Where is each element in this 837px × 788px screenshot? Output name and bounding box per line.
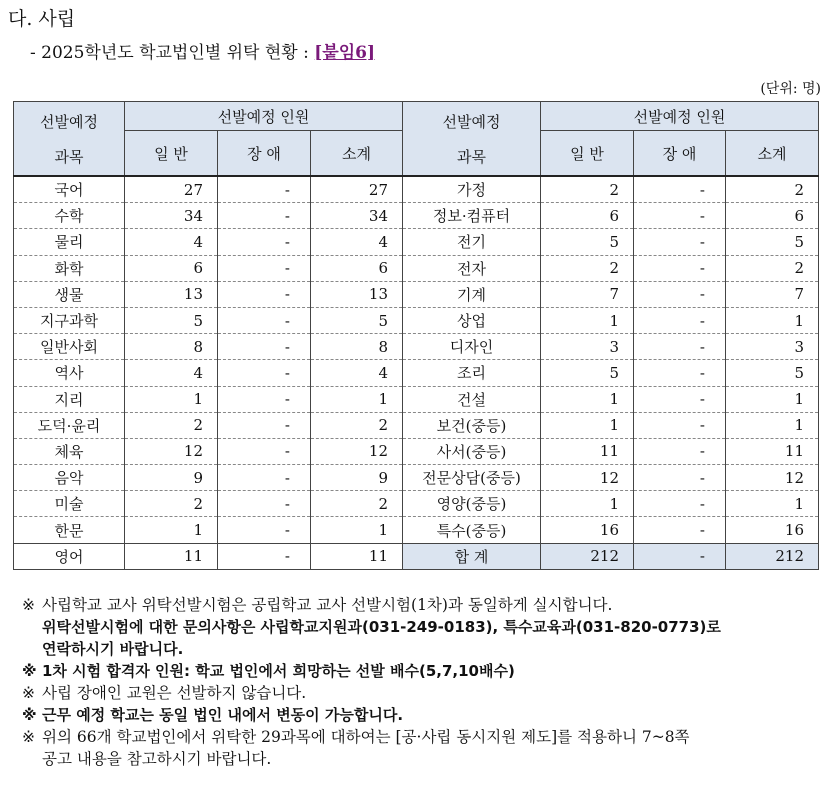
subject-cell: 화학 [14, 255, 125, 281]
subject-cell: 생물 [14, 281, 125, 307]
subtotal-cell: 9 [311, 465, 403, 491]
subject-cell: 국어 [14, 176, 125, 203]
subtotal-cell: 6 [311, 255, 403, 281]
disabled-cell: - [218, 334, 311, 360]
disabled-cell: - [218, 255, 311, 281]
table-row [14, 307, 819, 333]
notes-section [22, 594, 822, 770]
subtotal-cell: 3 [726, 334, 819, 360]
note-item [22, 594, 822, 660]
note-item [22, 726, 822, 770]
total-subtotal-cell: 212 [726, 543, 819, 569]
disabled-cell: - [634, 176, 726, 203]
subject-cell: 사서(중등) [403, 438, 541, 464]
general-cell: 5 [541, 229, 634, 255]
general-cell: 1 [541, 307, 634, 333]
table-row [14, 360, 819, 386]
subtotal-cell: 11 [311, 543, 403, 569]
section-heading: 다. 사립 [8, 8, 76, 30]
general-cell: 1 [541, 386, 634, 412]
table-row [14, 255, 819, 281]
subtotal-cell: 1 [726, 386, 819, 412]
disabled-cell: - [634, 281, 726, 307]
subtotal-cell: 16 [726, 517, 819, 543]
subtotal-cell: 5 [726, 360, 819, 386]
table-row [14, 229, 819, 255]
note-text: 위의 66개 학교법인에서 위탁한 29과목에 대하여는 [공·사립 동시지원 제도]를 적용하니 7~8쪽 [42, 728, 690, 746]
table-row [14, 203, 819, 229]
general-cell: 11 [125, 543, 218, 569]
table-row [14, 491, 819, 517]
note-text: 위탁선발시험에 대한 문의사항은 사립학교지원과(031-249-0183), 특수교육과(031-820-0773)로 [42, 618, 721, 636]
subtotal-cell: 11 [726, 438, 819, 464]
subject-cell: 지구과학 [14, 307, 125, 333]
note-item [22, 704, 822, 726]
subtotal-cell: 1 [726, 491, 819, 517]
table-row [14, 176, 819, 203]
header-group-right: 선발예정 인원 [541, 102, 819, 131]
header-general: 일 반 [541, 131, 634, 177]
subject-cell: 전기 [403, 229, 541, 255]
header-subject-left [14, 102, 125, 177]
subtotal-cell: 1 [726, 412, 819, 438]
subtotal-cell: 2 [311, 412, 403, 438]
unit-label: (단위: 명) [760, 81, 821, 97]
subject-cell: 물리 [14, 229, 125, 255]
table-row [14, 386, 819, 412]
subtotal-cell: 5 [311, 307, 403, 333]
header-general: 일 반 [125, 131, 218, 177]
header-subtotal: 소계 [311, 131, 403, 177]
subtotal-cell: 5 [726, 229, 819, 255]
table-row [14, 438, 819, 464]
header-subtotal: 소계 [726, 131, 819, 177]
note-text: 사립 장애인 교원은 선발하지 않습니다. [42, 684, 307, 702]
subject-cell: 정보·컴퓨터 [403, 203, 541, 229]
subject-cell: 전자 [403, 255, 541, 281]
general-cell: 2 [125, 491, 218, 517]
table-row [14, 543, 819, 569]
disabled-cell: - [634, 438, 726, 464]
disabled-cell: - [218, 360, 311, 386]
total-disabled-cell: - [634, 543, 726, 569]
note-mark: ※ [22, 706, 37, 724]
subtotal-cell: 2 [726, 255, 819, 281]
subject-cell: 한문 [14, 517, 125, 543]
table-row [14, 517, 819, 543]
general-cell: 6 [125, 255, 218, 281]
general-cell: 1 [541, 412, 634, 438]
general-cell: 5 [125, 307, 218, 333]
general-cell: 7 [541, 281, 634, 307]
general-cell: 2 [541, 255, 634, 281]
disabled-cell: - [218, 176, 311, 203]
header-subject-sublabel: 과목 [457, 147, 486, 166]
note-text: 근무 예정 학교는 동일 법인 내에서 변동이 가능합니다. [42, 706, 404, 724]
note-item [22, 660, 822, 682]
general-cell: 12 [541, 465, 634, 491]
subject-cell: 전문상담(중등) [403, 465, 541, 491]
header-subject-label: 선발예정 [442, 112, 501, 131]
general-cell: 3 [541, 334, 634, 360]
disabled-cell: - [218, 517, 311, 543]
note-mark: ※ [22, 728, 35, 746]
disabled-cell: - [634, 334, 726, 360]
subject-cell: 디자인 [403, 334, 541, 360]
header-subject-right [403, 102, 541, 177]
subject-cell: 도덕·윤리 [14, 412, 125, 438]
subject-cell: 특수(중등) [403, 517, 541, 543]
disabled-cell: - [634, 386, 726, 412]
subject-cell: 상업 [403, 307, 541, 333]
subtotal-cell: 34 [311, 203, 403, 229]
general-cell: 9 [125, 465, 218, 491]
general-cell: 4 [125, 360, 218, 386]
table-row [14, 281, 819, 307]
disabled-cell: - [218, 203, 311, 229]
table-body [14, 176, 819, 569]
disabled-cell: - [634, 307, 726, 333]
total-general-cell: 212 [541, 543, 634, 569]
disabled-cell: - [634, 229, 726, 255]
total-label-cell: 합 계 [403, 543, 541, 569]
header-disabled: 장 애 [218, 131, 311, 177]
note-text: 사립학교 교사 위탁선발시험은 공립학교 교사 선발시험(1차)과 동일하게 실시합니다. [42, 596, 613, 614]
subject-cell: 미술 [14, 491, 125, 517]
subject-cell: 지리 [14, 386, 125, 412]
general-cell: 8 [125, 334, 218, 360]
consignment-table [13, 101, 819, 570]
subtotal-cell: 7 [726, 281, 819, 307]
note-item [22, 682, 822, 704]
general-cell: 5 [541, 360, 634, 386]
header-subject-sublabel: 과목 [54, 147, 84, 166]
subtotal-cell: 1 [726, 307, 819, 333]
subtotal-cell: 13 [311, 281, 403, 307]
note-text: 1차 시험 합격자 인원: 학교 법인에서 희망하는 선발 배수(5,7,10배수) [42, 662, 515, 680]
general-cell: 1 [125, 517, 218, 543]
disabled-cell: - [634, 203, 726, 229]
subtotal-cell: 12 [726, 465, 819, 491]
header-subject-label: 선발예정 [40, 112, 98, 131]
subtotal-cell: 1 [311, 386, 403, 412]
disabled-cell: - [218, 491, 311, 517]
disabled-cell: - [634, 491, 726, 517]
disabled-cell: - [218, 465, 311, 491]
subject-cell: 가정 [403, 176, 541, 203]
subheading-text: - 2025학년도 학교법인별 위탁 현황 : [30, 43, 315, 63]
subtotal-cell: 8 [311, 334, 403, 360]
disabled-cell: - [634, 255, 726, 281]
header-group-left: 선발예정 인원 [125, 102, 403, 131]
general-cell: 4 [125, 229, 218, 255]
general-cell: 12 [125, 438, 218, 464]
note-text: 공고 내용을 참고하시기 바랍니다. [42, 750, 272, 768]
disabled-cell: - [218, 229, 311, 255]
disabled-cell: - [218, 307, 311, 333]
disabled-cell: - [218, 281, 311, 307]
subtotal-cell: 4 [311, 360, 403, 386]
subtotal-cell: 2 [311, 491, 403, 517]
subject-cell: 기계 [403, 281, 541, 307]
subject-cell: 수학 [14, 203, 125, 229]
subject-cell: 영양(중등) [403, 491, 541, 517]
subject-cell: 음악 [14, 465, 125, 491]
subject-cell: 건설 [403, 386, 541, 412]
subtotal-cell: 1 [311, 517, 403, 543]
disabled-cell: - [218, 412, 311, 438]
subject-cell: 일반사회 [14, 334, 125, 360]
table-row [14, 334, 819, 360]
subtotal-cell: 27 [311, 176, 403, 203]
general-cell: 16 [541, 517, 634, 543]
subtotal-cell: 6 [726, 203, 819, 229]
general-cell: 13 [125, 281, 218, 307]
note-mark: ※ [22, 684, 35, 702]
general-cell: 2 [541, 176, 634, 203]
disabled-cell: - [218, 543, 311, 569]
disabled-cell: - [218, 438, 311, 464]
table-row [14, 412, 819, 438]
subject-cell: 보건(중등) [403, 412, 541, 438]
header-disabled: 장 애 [634, 131, 726, 177]
disabled-cell: - [634, 465, 726, 491]
attachment-link[interactable]: [붙임6] [314, 43, 375, 63]
general-cell: 1 [541, 491, 634, 517]
general-cell: 1 [125, 386, 218, 412]
disabled-cell: - [218, 386, 311, 412]
general-cell: 6 [541, 203, 634, 229]
subject-cell: 영어 [14, 543, 125, 569]
subject-cell: 체육 [14, 438, 125, 464]
note-mark: ※ [22, 662, 37, 680]
note-mark: ※ [22, 596, 35, 614]
subheading [30, 38, 375, 63]
general-cell: 11 [541, 438, 634, 464]
general-cell: 34 [125, 203, 218, 229]
subject-cell: 역사 [14, 360, 125, 386]
subtotal-cell: 4 [311, 229, 403, 255]
disabled-cell: - [634, 517, 726, 543]
disabled-cell: - [634, 412, 726, 438]
table-row [14, 465, 819, 491]
subtotal-cell: 2 [726, 176, 819, 203]
subject-cell: 조리 [403, 360, 541, 386]
note-text: 연락하시기 바랍니다. [42, 640, 184, 658]
general-cell: 27 [125, 176, 218, 203]
disabled-cell: - [634, 360, 726, 386]
subtotal-cell: 12 [311, 438, 403, 464]
general-cell: 2 [125, 412, 218, 438]
